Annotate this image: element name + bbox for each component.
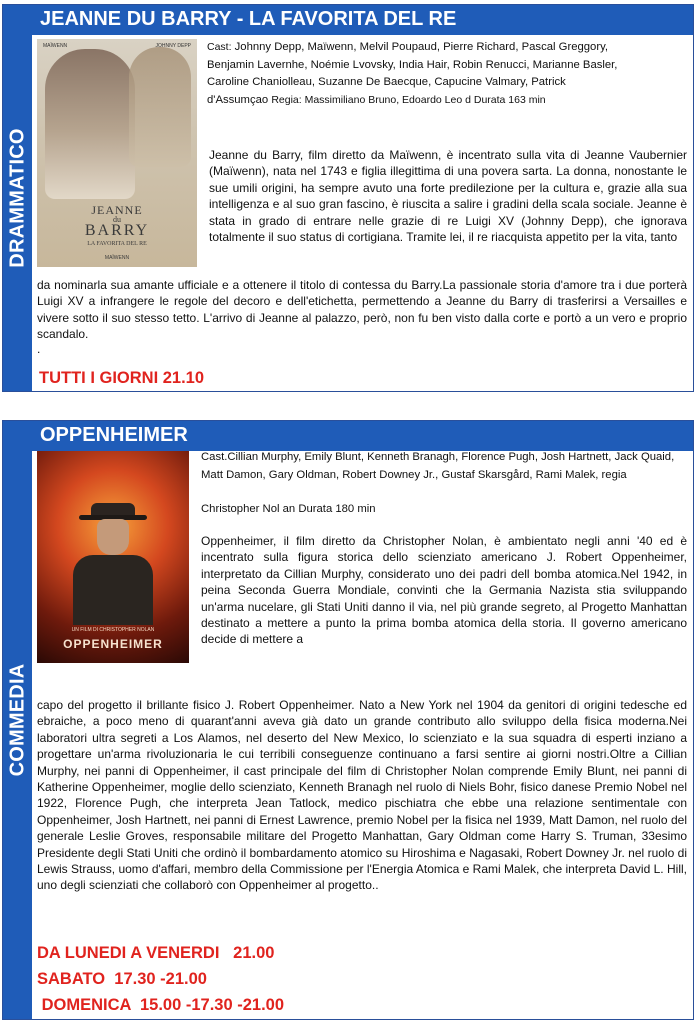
poster-actor-right: JOHNNY DEPP (155, 43, 191, 49)
film-title-bar (32, 5, 693, 35)
poster-name-line1: JEANNE (91, 203, 143, 217)
poster-oppenheimer (37, 451, 189, 663)
director-duration: Christopher Nol an Durata 180 min (201, 503, 376, 515)
poster-subtitle: LA FAVORITA DEL RE (87, 241, 147, 247)
plot-side: Jeanne du Barry, film diretto da Maïwenn, è incentrato sulla vita di Jeanne Vaubernier (Maïwenn), nata nel 1743 e figlia illegittima di una povera sarta. La donna, nonostante le sue umili origini, ha sempre avuto una forte predilezione per la cultura e, grazie alla sua intelligenza e al suo gran fascino, è riuscita a salire i gradini della scala sociale. Jeanne è stata in grado di entrare nelle grazie di re Luigi XV (Johnny Depp), che ignorava totalmente il suo status di cortigiana. Tramite lei, il re riacquista appetito per la vita, tanto (209, 148, 687, 245)
poster-credit: UN FILM DI CHRISTOPHER NOLAN (71, 627, 155, 633)
director-duration: Regia: Massimiliano Bruno, Edoardo Leo d Durata 163 min (271, 93, 546, 106)
schedule-sunday: DOMENICA 15.00 -17.30 -21.00 (37, 996, 285, 1014)
cast-info (207, 39, 627, 109)
film-card-jeanne-du-barry (2, 4, 694, 392)
poster-name-line2: du (113, 215, 121, 224)
cast-list: Johnny Depp, Maïwenn, Melvil Poupaud, Pierre Richard, Pascal Greggory, Benjamin Lavernhe, Noémie Lvovsky, India Hair, Robin Renucci, Marianne Basler, Caroline Chaniolleau, Suzanne De Baecque, Capucine Valmary, Patrick d'Assumçao (207, 41, 618, 106)
plot-full: da nominarla sua amante ufficiale e a ottenere il titolo di contessa du Barry.La passionale storia d'amore tra i due porterà Luigi XV a infrangere le regole del decoro e dell'etichetta, permettendo a Jeanne du Barry di trasferirsi a Versailles e vivere sotto il suo stesso tetto. L'arrivo di Jeanne al palazzo, però, non fu ben visto dalla corte e portò a un vero e proprio scandalo. (37, 278, 687, 342)
plot-full: capo del progetto il brillante fisico J. Robert Oppenheimer. Nato a New York nel 1904 da genitori di origini tedesche ed ebraiche, a poco meno di quarant'anni aveva già dato un grande contributo allo sviluppo della fisica moderna.Nei laboratori ultra segreti a Los Alamos, nel deserto del New Mexico, lo scienziato e la sua squadra di esperti inziano a progettare un'arma rivoluzionaria le cui terribili conseguenze continuano a farsi sentire ai giorni nostri.Oltre a Cillian Murphy, nei panni di Oppenheimer, il cast principale del film di Christopher Nolan comprende Emily Blunt, nei panni di Katherine Oppenheimer, moglie dello scienziato, Kenneth Branagh nel ruolo di Niels Bohr, fisico danese Premio Nobel nel 1922, Florence Pugh, che interpreta Jean Tatlock, medico pischiatra che ebbe una relazione sentimentale con Oppenheimer, Josh Hartnett, nei panni di Ernest Lawrence, premio Nobel per la fisica nel 1939, Matt Damon, nel ruolo del generale Leslie Groves, responsabile militare del Progetto Manhattan, Gary Oldman come Harry S. Truman, 33esimo Presidente degli Stati Uniti che ordinò il bombardamento atomico su Hiroshima e Nagasaki, Robert Downey Jr. nel ruolo di Lewis Strauss, uomo d'affari, membro della Commissione per l'Energia Atomica e Rami Malek, che interpreta David L. Hill, uno degli scienziati che collaborò con Oppenheimer al progetto.. (37, 698, 687, 893)
trailing-dot: . (37, 342, 41, 356)
genre-sidebar (3, 5, 32, 391)
genre-label: DRAMMATICO (6, 128, 28, 268)
poster-name-line3: BARRY (84, 222, 150, 239)
poster-actor-left: MAÏWENN (43, 43, 68, 49)
film-title-bar (32, 421, 693, 451)
genre-sidebar (3, 421, 32, 1019)
poster-figure (45, 49, 135, 199)
poster-director: MAÏWENN (104, 255, 130, 261)
poster-body (73, 555, 153, 625)
plot-side: Oppenheimer, il film diretto da Christopher Nolan, è ambientato negli anni '40 ed è incentrato sulla figura storica dello scienziato americano J. Robert Oppenheimer, interpretato da Cillian Murphy, considerato uno dei padri dell bomba atomica.Nel 1942, in peina Seconda Guerra Mondiale, convinti che la Germania Nazista stia sviluppando un'arma nucelare, gli Stati Uniti danno il via, nel più grande segreto, al Progetto Manhattan destinato a mettere a punto la prima bomba atomica della storia. Il governo americano decide di mettere a (201, 534, 687, 647)
poster-name: OPPENHEIMER (63, 637, 163, 651)
film-card-oppenheimer (2, 420, 694, 1020)
cast-list: Cast.Cillian Murphy, Emily Blunt, Kenneth Branagh, Florence Pugh, Josh Hartnett, Jack Quaid, Matt Damon, Gary Oldman, Robert Downey Jr., Gustaf Skarsgård, Rami Malek, regia (201, 451, 675, 481)
film-title: JEANNE DU BARRY - LA FAVORITA DEL RE (40, 8, 457, 30)
film-title: OPPENHEIMER (40, 424, 188, 446)
schedule-line: TUTTI I GIORNI 21.10 (39, 369, 205, 387)
poster-jeanne-du-barry (37, 39, 197, 267)
schedule-weekdays: DA LUNEDI A VENERDI 21.00 (37, 944, 275, 962)
genre-label: COMMEDIA (6, 663, 28, 777)
poster-face (97, 519, 129, 555)
poster-figure-right (129, 47, 191, 167)
schedule-saturday: SABATO 17.30 -21.00 (37, 970, 207, 988)
cast-label: Cast: (207, 41, 232, 53)
cast-info (201, 449, 687, 484)
